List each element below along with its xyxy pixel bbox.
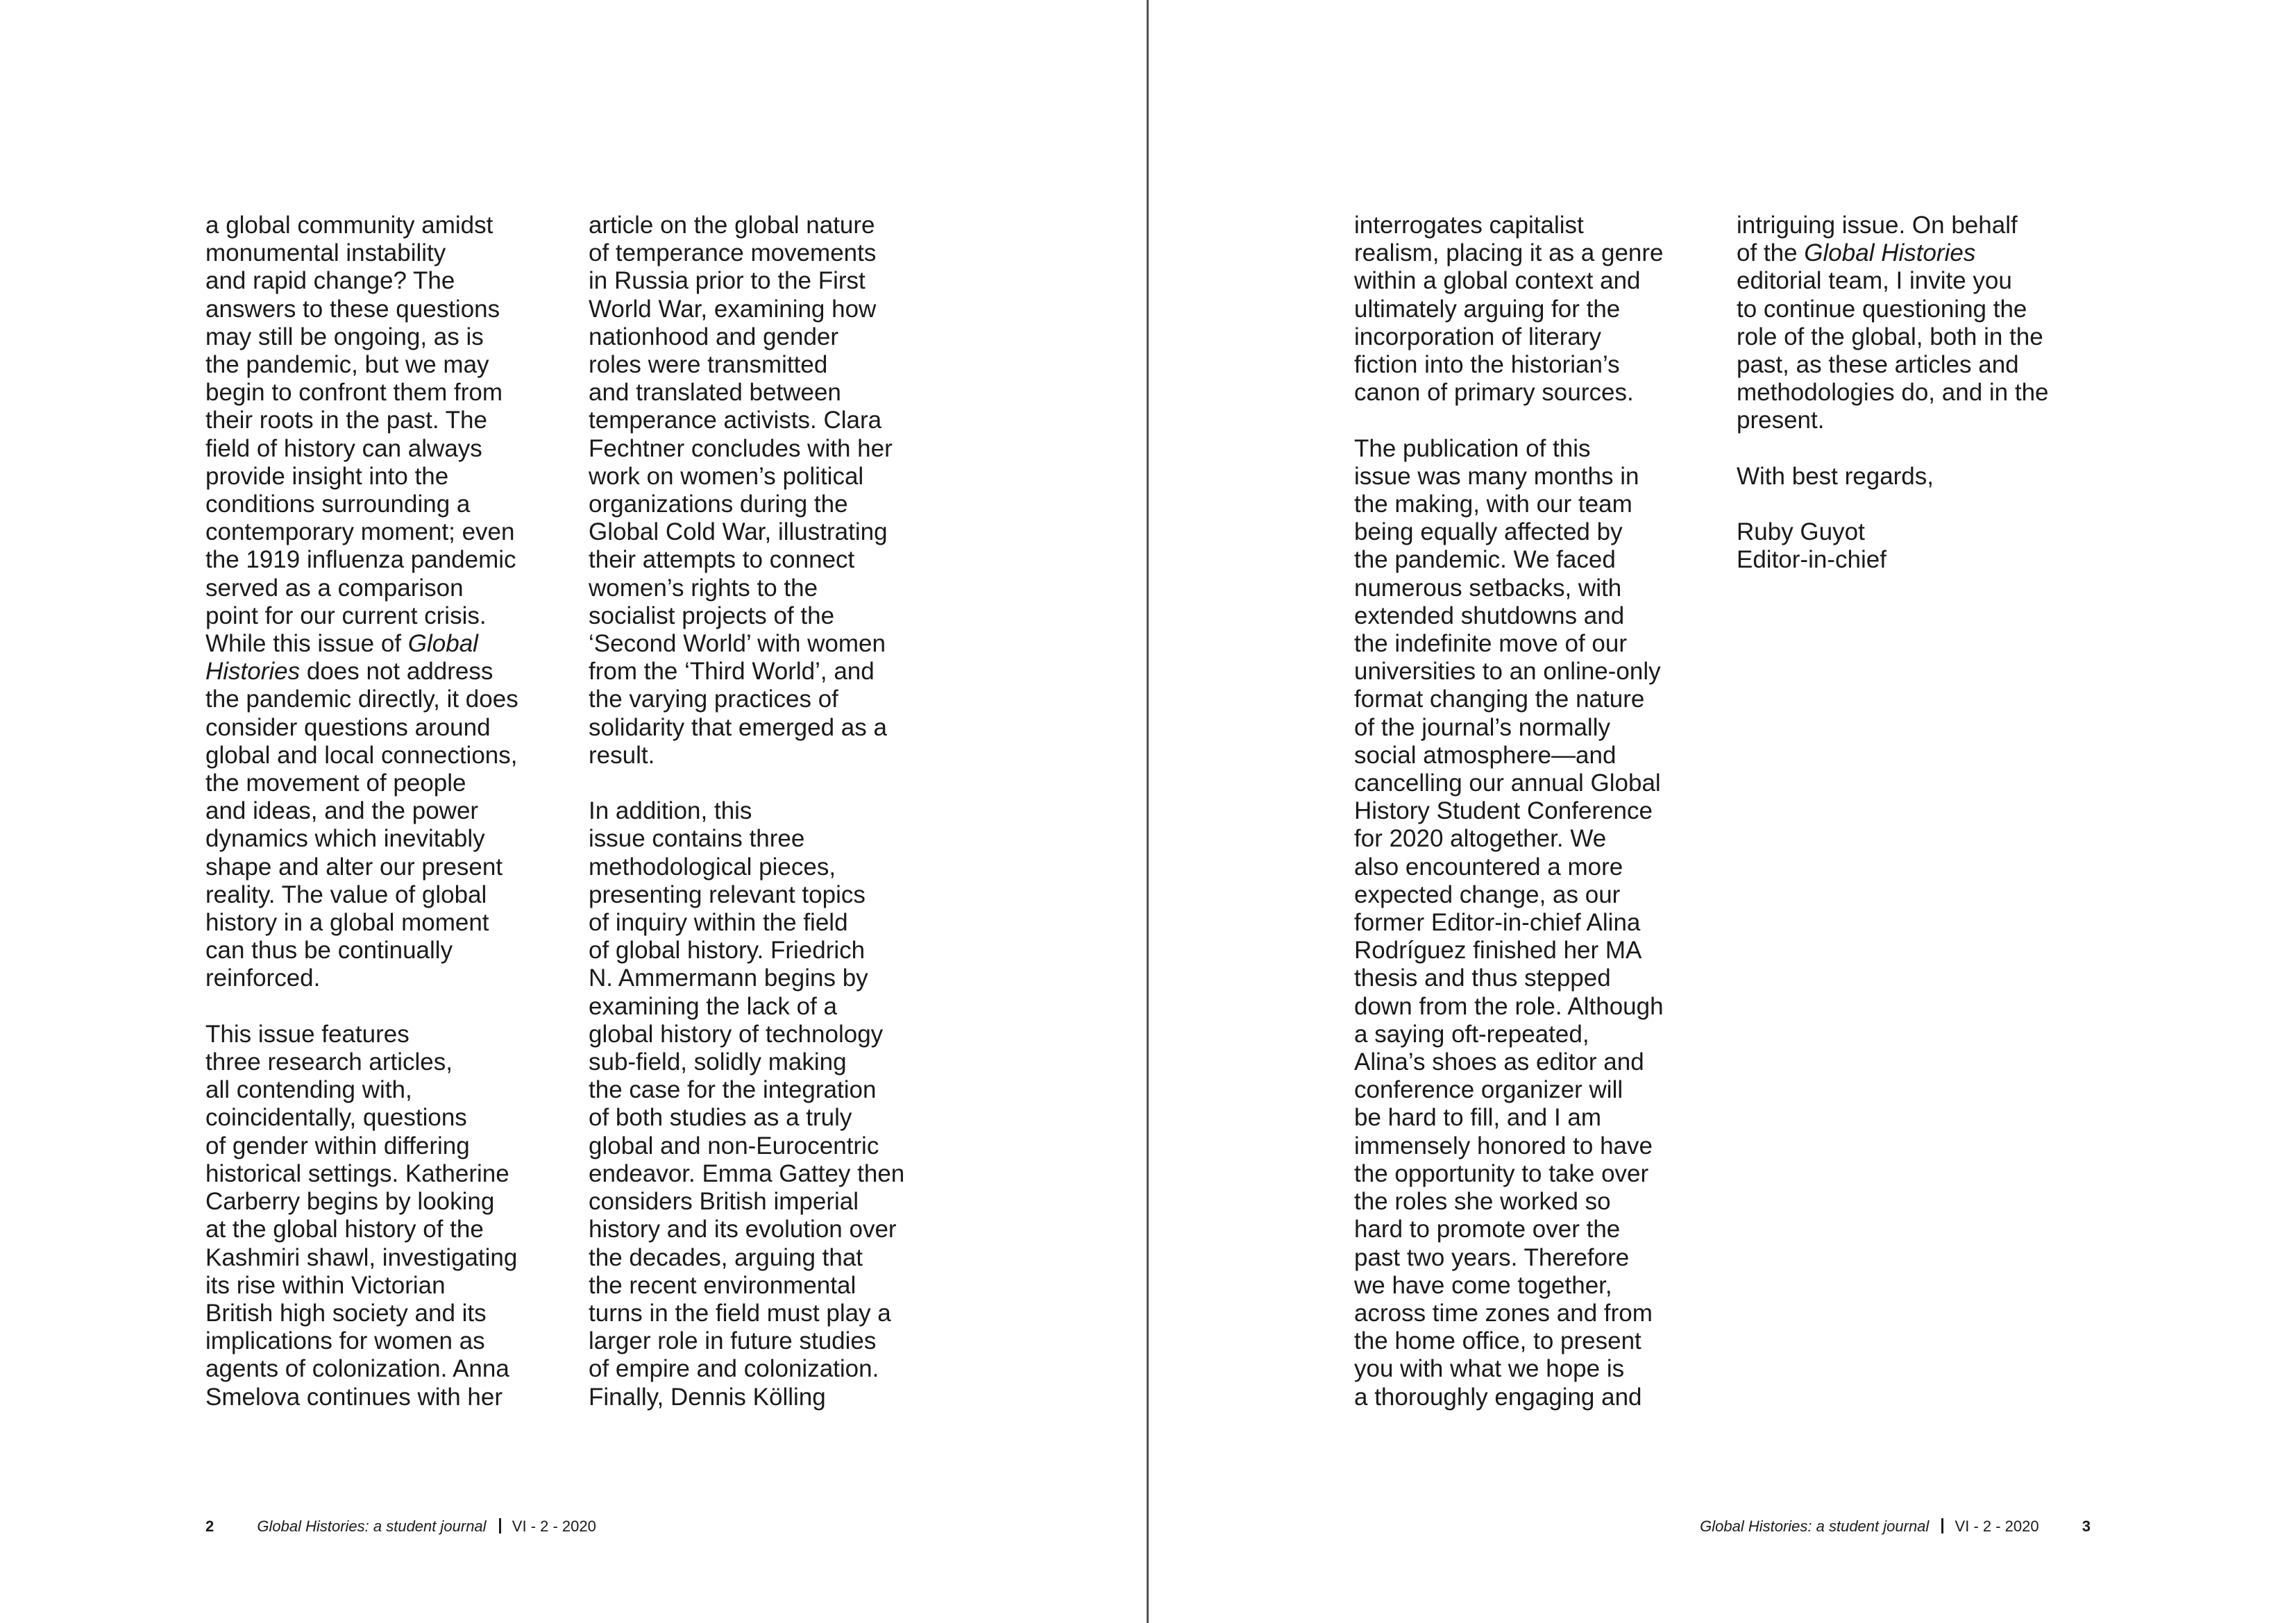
text-line: being equally affected by: [1354, 518, 1623, 546]
text-line: Kashmiri shawl, investigating: [205, 1243, 518, 1271]
text-line: served as a comparison: [205, 574, 464, 602]
text-line: methodological pieces,: [589, 853, 836, 881]
text-line: Global Cold War, illustrating: [589, 518, 888, 546]
text-line: of global history. Friedrich: [589, 937, 866, 965]
text-line: cancelling our annual Global: [1354, 770, 1661, 797]
text-line: incorporation of literary: [1354, 323, 1601, 350]
text-line: its rise within Victorian: [205, 1271, 446, 1299]
paragraph-gap: [205, 993, 566, 1021]
text-line: work on women’s political: [589, 462, 864, 490]
text-line: the varying practices of: [589, 686, 838, 713]
text-line: fiction into the historian’s: [1354, 351, 1620, 379]
text-line: conditions surrounding a: [205, 491, 471, 518]
text-line: the pandemic, but we may: [205, 351, 489, 379]
text-line: of temperance movements: [589, 239, 877, 267]
text-line: coincidentally, questions: [205, 1104, 467, 1132]
text-line: immensely honored to have: [1354, 1132, 1653, 1159]
paragraph-gap: [1737, 491, 2097, 518]
text-line: implications for women as: [205, 1327, 485, 1355]
text-line: women’s rights to the: [589, 574, 818, 602]
paragraph-gap: [589, 770, 949, 797]
text-line: of gender within differing: [205, 1132, 470, 1159]
journal-title: Global Histories: a student journal: [257, 1518, 487, 1535]
text-line: history and its evolution over: [589, 1216, 897, 1243]
text-line: at the global history of the: [205, 1216, 484, 1243]
text-line: roles were transmitted: [589, 351, 828, 379]
text-line: point for our current crisis.: [205, 602, 487, 629]
text-line: temperance activists. Clara: [589, 407, 882, 434]
journal-title: Global Histories: a student journal: [1700, 1518, 1930, 1535]
page-2-footer: [205, 1517, 596, 1536]
text-line: past two years. Therefore: [1354, 1243, 1630, 1271]
text-line: from the ‘Third World’, and: [589, 658, 875, 686]
text-line: the decades, arguing that: [589, 1243, 863, 1271]
text-line: ‘Second World’ with women: [589, 630, 886, 658]
text-line: realism, placing it as a genre: [1354, 239, 1664, 267]
paragraph-gap: [1737, 435, 2097, 463]
page-number: 2: [205, 1518, 214, 1535]
text-line: Finally, Dennis Kölling: [589, 1383, 826, 1411]
text-line: the making, with our team: [1354, 491, 1632, 518]
text-line: be hard to fill, and I am: [1354, 1104, 1602, 1132]
text-line: Ruby Guyot: [1737, 518, 1865, 546]
text-line: presenting relevant topics: [589, 881, 866, 908]
text-line: global and non-Eurocentric: [589, 1132, 879, 1159]
text-line: Smelova continues with her: [205, 1383, 503, 1411]
text-line: a saying oft-repeated,: [1354, 1020, 1589, 1048]
text-line: examining the lack of a: [589, 992, 837, 1020]
text-line: editorial team, I invite you: [1737, 267, 2012, 295]
text-line: role of the global, both in the: [1737, 323, 2043, 350]
text-line: article on the global nature: [589, 212, 875, 239]
text-line: in Russia prior to the First: [589, 267, 866, 295]
text-line: the indefinite move of our: [1354, 630, 1628, 658]
text-line: the 1919 influenza pandemic: [205, 546, 516, 574]
text-line: the pandemic. We faced: [1354, 546, 1616, 574]
text-line: their attempts to connect: [589, 546, 855, 574]
text-line: and ideas, and the power: [205, 797, 479, 825]
paragraph-gap: [1354, 407, 1715, 434]
text-line: the case for the integration: [589, 1076, 877, 1104]
text-line: past, as these articles and: [1737, 351, 2019, 379]
text-line: global history of technology: [589, 1020, 884, 1048]
text-line: a global community amidst: [205, 212, 493, 239]
page-3-footer: [1700, 1517, 2091, 1536]
text-line: extended shutdowns and: [1354, 602, 1625, 629]
text-line: Histories does not address: [205, 658, 493, 686]
text-line: intriguing issue. On behalf: [1737, 212, 2018, 239]
text-line: and rapid change? The: [205, 267, 455, 295]
text-line: This issue features: [205, 1020, 410, 1048]
text-line: present.: [1737, 407, 1825, 434]
issue-label: VI - 2 - 2020: [1955, 1518, 2039, 1535]
text-line: History Student Conference: [1354, 797, 1653, 825]
text-line: format changing the nature: [1354, 686, 1645, 713]
text-line: we have come together,: [1354, 1271, 1612, 1299]
text-line: In addition, this: [589, 797, 752, 825]
text-line: their roots in the past. The: [205, 407, 487, 434]
text-line: begin to confront them from: [205, 379, 503, 407]
text-line: down from the role. Although: [1354, 992, 1664, 1020]
text-line: may still be ongoing, as is: [205, 323, 484, 350]
text-line: the pandemic directly, it does: [205, 686, 518, 713]
text-line: organizations during the: [589, 491, 848, 518]
page-3-column-1: [1354, 212, 1715, 1411]
text-line: conference organizer will: [1354, 1076, 1623, 1104]
text-line: canon of primary sources.: [1354, 379, 1634, 407]
text-line: considers British imperial: [589, 1188, 859, 1216]
text-line: Alina’s shoes as editor and: [1354, 1048, 1644, 1076]
text-line: and translated between: [589, 379, 841, 407]
footer-separator: [499, 1518, 501, 1533]
text-line: consider questions around: [205, 713, 491, 741]
page-3-column-2: [1737, 212, 2097, 575]
text-line: sub-field, solidly making: [589, 1048, 847, 1076]
text-line: reinforced.: [205, 965, 321, 992]
text-line: can thus be continually: [205, 937, 453, 965]
footer-separator: [1941, 1518, 1943, 1533]
text-line: Rodríguez finished her MA: [1354, 937, 1642, 965]
text-line: within a global context and: [1354, 267, 1641, 295]
text-line: expected change, as our: [1354, 881, 1621, 908]
text-line: of both studies as a truly: [589, 1104, 852, 1132]
text-line: field of history can always: [205, 434, 482, 462]
text-line: result.: [589, 741, 655, 769]
text-line: answers to these questions: [205, 295, 500, 323]
text-line: of inquiry within the field: [589, 909, 848, 937]
page-number: 3: [2082, 1518, 2091, 1535]
text-line: for 2020 altogether. We: [1354, 825, 1607, 853]
text-line: reality. The value of global: [205, 881, 487, 908]
text-line: a thoroughly engaging and: [1354, 1383, 1642, 1411]
issue-label: VI - 2 - 2020: [512, 1518, 596, 1535]
text-line: the opportunity to take over: [1354, 1159, 1649, 1187]
text-line: endeavor. Emma Gattey then: [589, 1159, 905, 1187]
text-line: of empire and colonization.: [589, 1355, 879, 1383]
text-line: World War, examining how: [589, 295, 877, 323]
text-line: universities to an online-only: [1354, 658, 1661, 686]
text-line: The publication of this: [1354, 434, 1591, 462]
text-line: N. Ammermann begins by: [589, 965, 868, 992]
text-line: social atmosphere—and: [1354, 741, 1617, 769]
text-line: the roles she worked so: [1354, 1188, 1611, 1216]
text-line: across time zones and from: [1354, 1299, 1653, 1327]
text-line: of the journal’s normally: [1354, 713, 1610, 741]
text-line: British high society and its: [205, 1299, 487, 1327]
text-line: Carberry begins by looking: [205, 1188, 495, 1216]
text-line: history in a global moment: [205, 909, 489, 937]
text-line: While this issue of Global: [205, 630, 478, 658]
text-line: three research articles,: [205, 1048, 453, 1076]
text-line: agents of colonization. Anna: [205, 1355, 509, 1383]
text-line: hard to promote over the: [1354, 1216, 1621, 1243]
text-line: With best regards,: [1737, 462, 1934, 490]
text-line: shape and alter our present: [205, 853, 503, 881]
text-line: issue was many months in: [1354, 462, 1639, 490]
text-line: methodologies do, and in the: [1737, 379, 2049, 407]
page-2-column-1: [205, 212, 566, 1411]
text-line: larger role in future studies: [589, 1327, 877, 1355]
text-line: the home office, to present: [1354, 1327, 1641, 1355]
text-line: to continue questioning the: [1737, 295, 2027, 323]
text-line: historical settings. Katherine: [205, 1159, 509, 1187]
text-line: ultimately arguing for the: [1354, 295, 1621, 323]
text-line: nationhood and gender: [589, 323, 839, 350]
text-line: the movement of people: [205, 770, 466, 797]
text-line: Editor-in-chief: [1737, 546, 1886, 574]
text-line: provide insight into the: [205, 462, 449, 490]
text-line: solidarity that emerged as a: [589, 713, 887, 741]
text-line: monumental instability: [205, 239, 446, 267]
text-line: thesis and thus stepped: [1354, 965, 1611, 992]
text-line: also encountered a more: [1354, 853, 1623, 881]
text-line: all contending with,: [205, 1076, 412, 1104]
text-line: the recent environmental: [589, 1271, 856, 1299]
text-line: numerous setbacks, with: [1354, 574, 1622, 602]
text-line: Fechtner concludes with her: [589, 434, 893, 462]
text-line: former Editor-in-chief Alina: [1354, 909, 1641, 937]
page-2-column-2: [589, 212, 949, 1411]
text-line: you with what we hope is: [1354, 1355, 1625, 1383]
text-line: contemporary moment; even: [205, 518, 515, 546]
text-line: socialist projects of the: [589, 602, 835, 629]
page-spread-divider: [1147, 0, 1149, 1623]
text-line: global and local connections,: [205, 741, 518, 769]
text-line: of the Global Histories: [1737, 239, 1976, 267]
text-line: turns in the field must play a: [589, 1299, 891, 1327]
text-line: interrogates capitalist: [1354, 212, 1584, 239]
text-line: dynamics which inevitably: [205, 825, 485, 853]
text-line: issue contains three: [589, 825, 805, 853]
